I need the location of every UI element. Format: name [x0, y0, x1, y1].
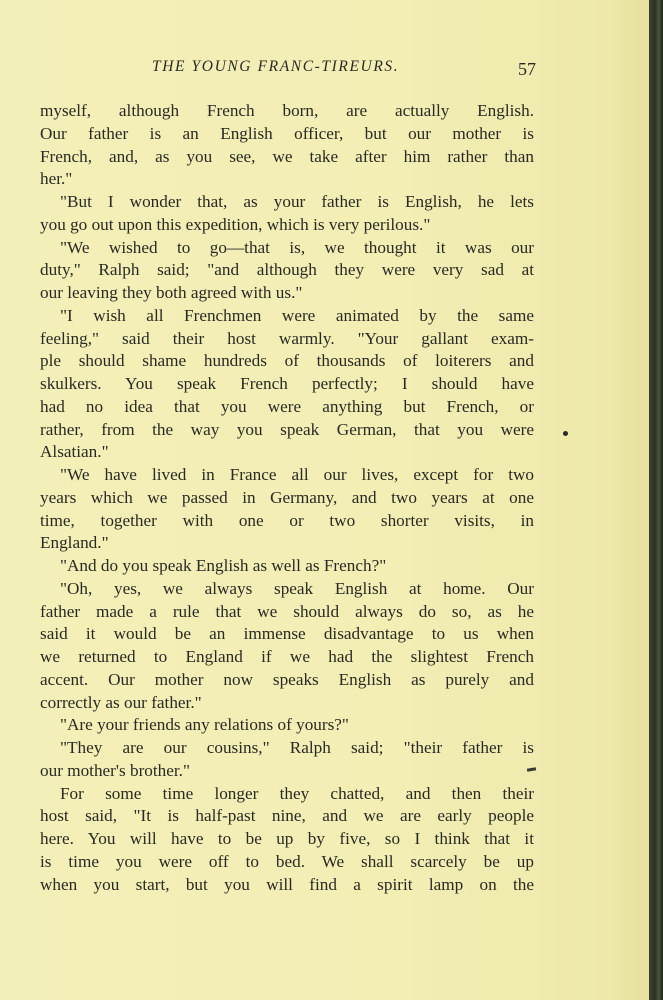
text-line: England." [40, 533, 109, 553]
text-line: our mother's brother." [40, 760, 190, 780]
text-line: Alsatian." [40, 442, 109, 462]
text-line: "We have lived in France all our lives, except for two [60, 465, 534, 484]
text-line: when you start, but you will find a spirit lamp on the [40, 874, 534, 894]
text-line: years which we passed in Germany, and two years at one [40, 487, 534, 507]
page-header [40, 58, 540, 84]
text-line: "Oh, yes, we always speak English at home. Our [60, 578, 534, 598]
text-line: "But I wonder that, as your father is English, he lets [60, 192, 534, 211]
text-line: feeling," said their host warmly. "Your gallant exam- [40, 328, 534, 348]
text-line: time, together with one or two shorter visits, in [40, 510, 534, 530]
text-line: is time you were off to bed. We shall scarcely be up [40, 851, 534, 871]
text-line: host said, "It is half-past nine, and we are early people [40, 806, 534, 826]
ink-speck [563, 431, 568, 436]
text-line: French, and, as you see, we take after him rather than [40, 146, 534, 166]
text-line: skulkers. You speak French perfectly; I should have [40, 374, 534, 393]
text-line: her." [40, 169, 73, 189]
text-line: rather, from the way you speak German, that you were [40, 419, 534, 439]
text-line: "They are our cousins," Ralph said; "their father is [60, 738, 534, 757]
text-line: "Are your friends any relations of yours?" [60, 715, 349, 735]
text-line: "We wished to go—that is, we thought it was our [60, 237, 534, 257]
text-line: correctly as our father." [40, 692, 202, 712]
text-line: here. You will have to be up by five, so I think that it [40, 829, 534, 848]
text-line: accent. Our mother now speaks English as purely and [40, 669, 534, 689]
text-line: "And do you speak English as well as French?" [60, 556, 387, 575]
text-line: father made a rule that we should always do so, as he [40, 601, 534, 621]
text-line: had no idea that you were anything but French, or [40, 396, 534, 416]
text-line: "I wish all Frenchmen were animated by the same [60, 305, 534, 325]
page-number: 57 [518, 59, 536, 79]
text-line: For some time longer they chatted, and then their [60, 783, 534, 803]
text-line: duty," Ralph said; "and although they were very sad at [40, 260, 534, 280]
text-line: Our father is an English officer, but our mother is [40, 123, 534, 143]
running-title: THE YOUNG FRANC-TIREURS. [152, 58, 400, 75]
text-line: our leaving they both agreed with us." [40, 283, 303, 302]
text-line: myself, although French born, are actually English. [40, 101, 534, 120]
body-text [40, 100, 534, 896]
text-line: you go out upon this expedition, which is very perilous." [40, 214, 431, 234]
book-binding-edge [649, 0, 663, 1000]
text-line: we returned to England if we had the slightest French [40, 647, 534, 666]
text-line: ple should shame hundreds of thousands of loiterers and [40, 351, 534, 371]
text-line: said it would be an immense disadvantage to us when [40, 624, 534, 644]
